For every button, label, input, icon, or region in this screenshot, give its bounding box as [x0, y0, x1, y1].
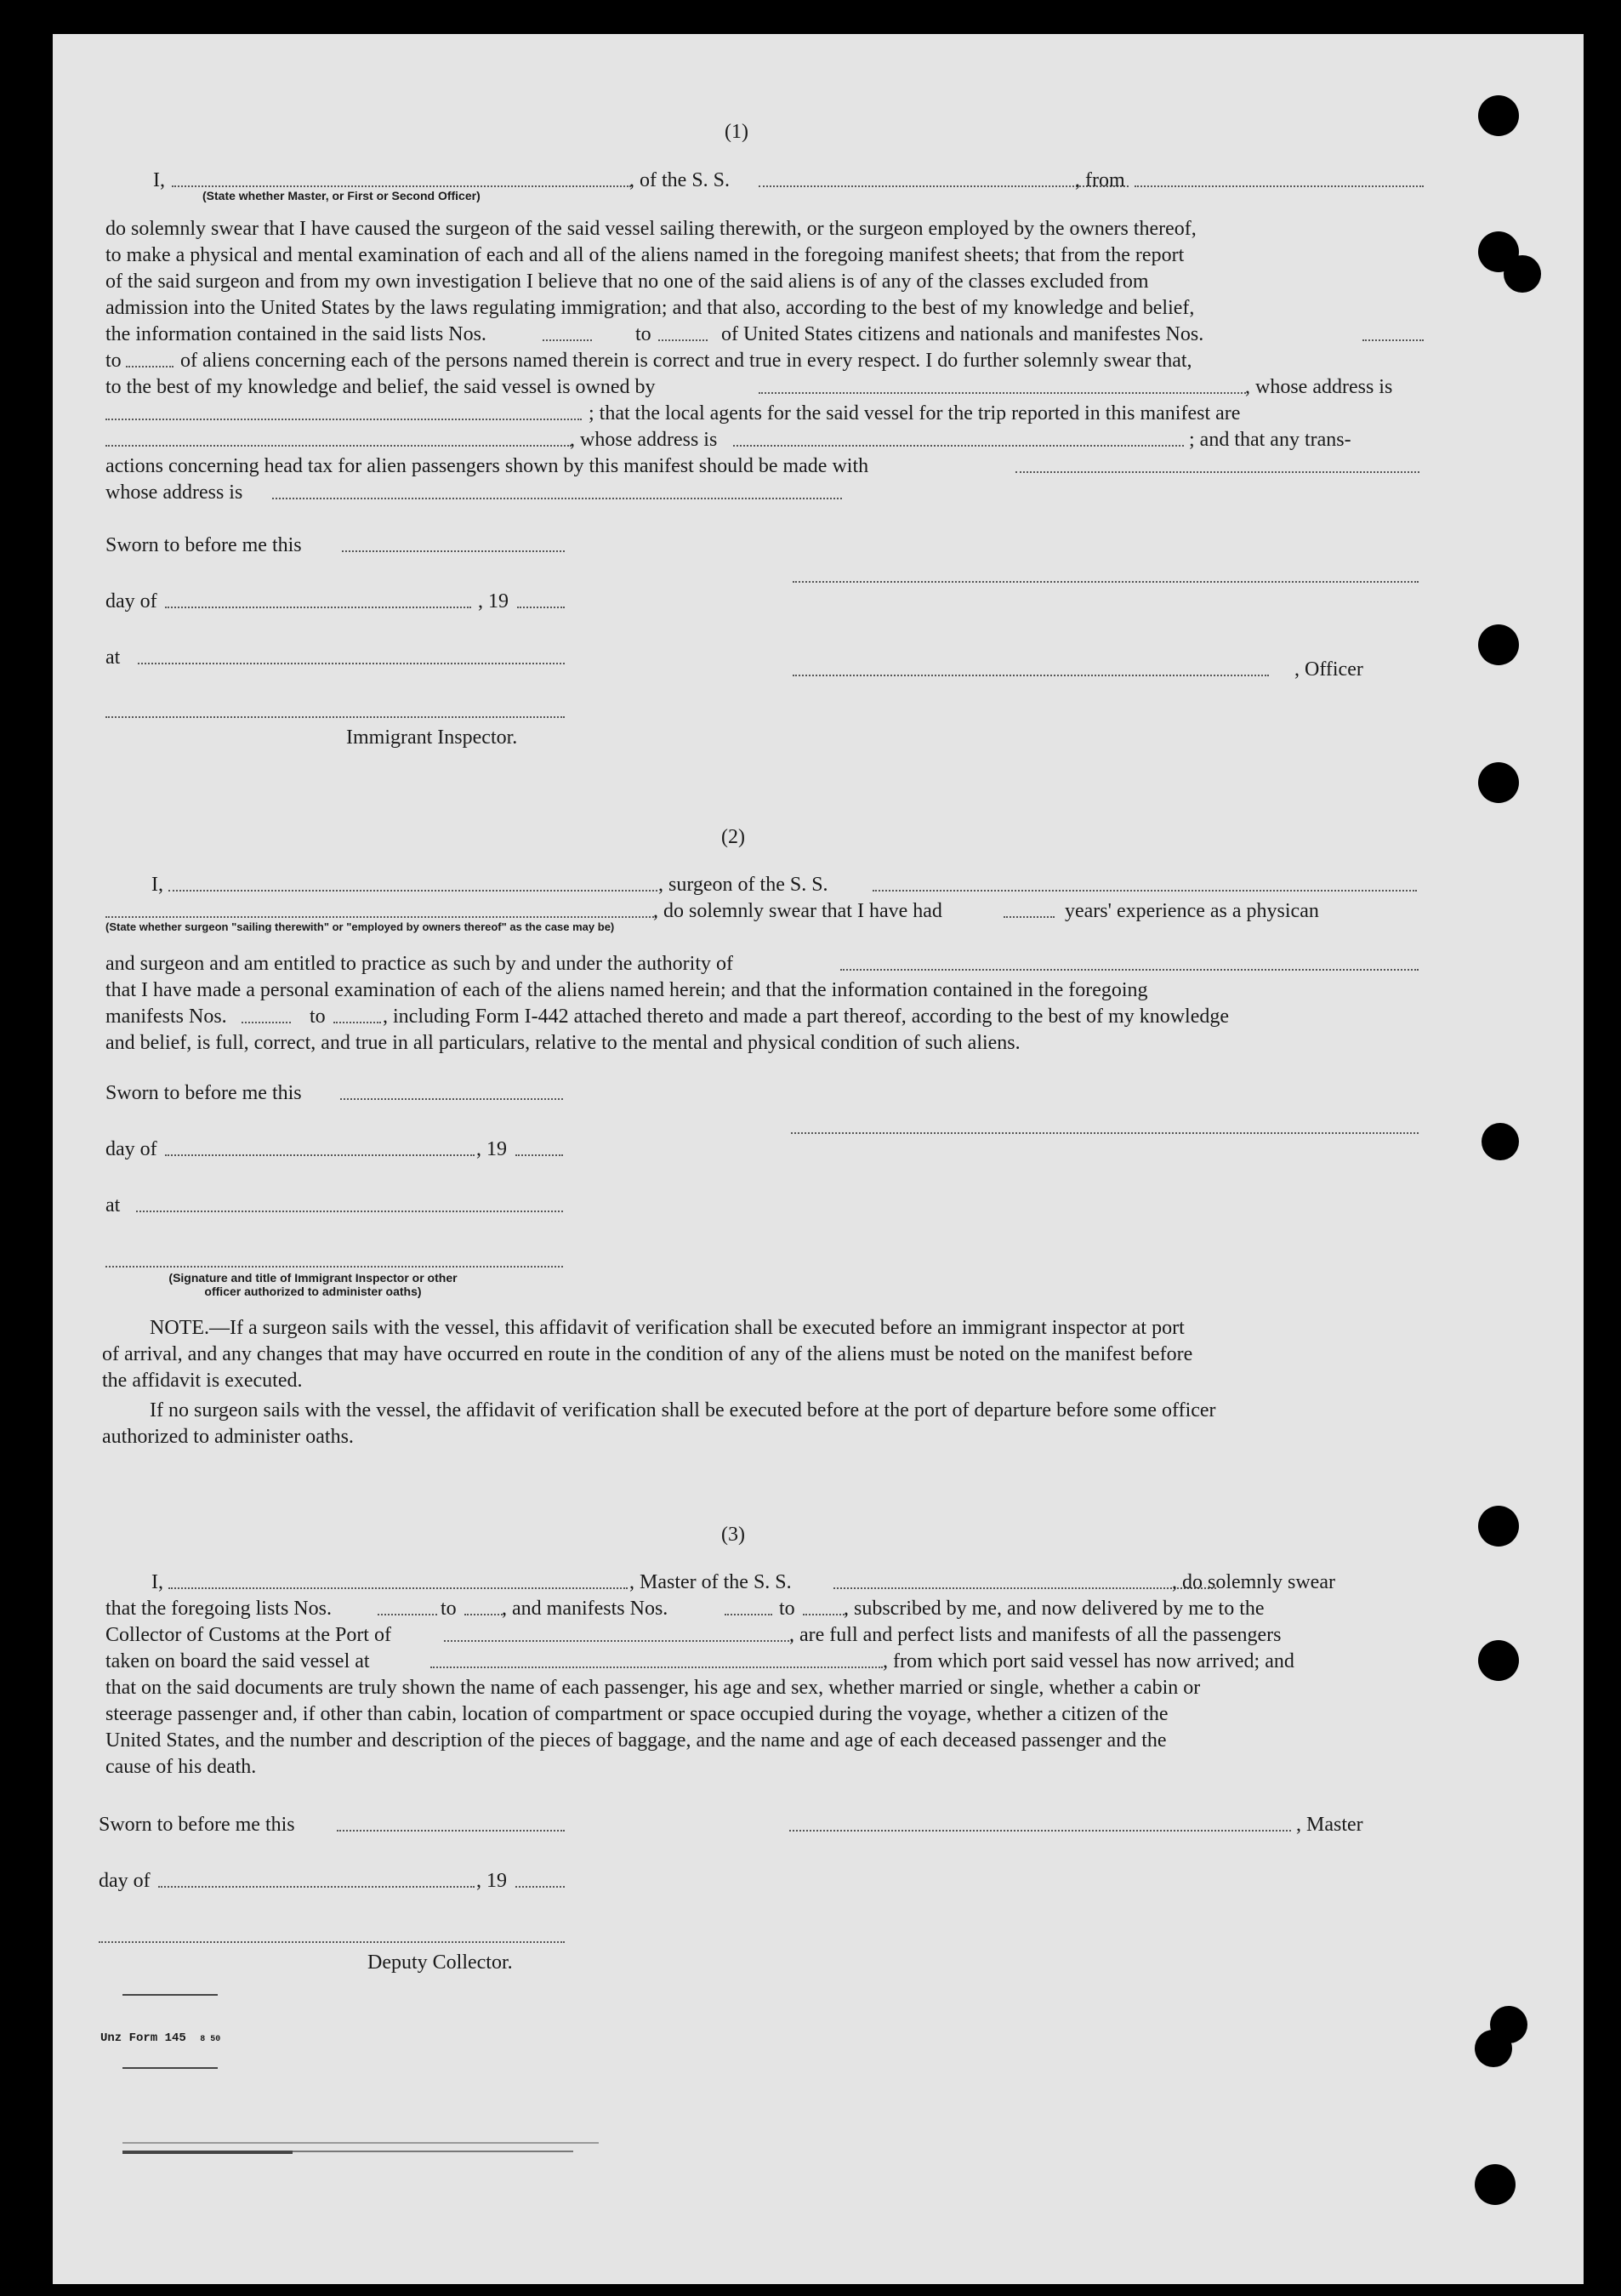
s2-belief-line: and belief, is full, correct, and true in all particulars, relative to the mental and physical condition of such aliens. [105, 1032, 1021, 1054]
s1-agents-label: ; that the local agents for the said vessel for the trip reported in this manifest are [589, 402, 1241, 424]
s1-officer-label: , Officer [1294, 658, 1363, 681]
s3-lists-label: that the foregoing lists Nos. [105, 1598, 332, 1620]
s2-vessel-field[interactable] [873, 890, 1417, 892]
s3-manifests-to-label: to [779, 1598, 795, 1620]
binder-hole [1504, 255, 1541, 293]
note-line: NOTE.—If a surgeon sails with the vessel, this affidavit of verification shall be executed before an immigrant inspector at port [150, 1317, 1185, 1339]
s2-surgeon-caption: (State whether surgeon "sailing therewith" or "employed by owners thereof" as the case may be) [105, 920, 615, 933]
s2-signature-field[interactable] [791, 1132, 1419, 1134]
binder-hole [1478, 95, 1519, 136]
section-3-number: (3) [721, 1524, 745, 1546]
s2-day-field[interactable] [165, 1154, 475, 1156]
s3-line: that on the said documents are truly shown the name of each passenger, his age and sex, whether married or single, whether a cabin or [105, 1677, 1201, 1699]
footer-rule [122, 2151, 293, 2154]
s1-at-label: at [105, 647, 121, 669]
s2-year-field[interactable] [515, 1154, 563, 1156]
s1-inspector-label: Immigrant Inspector. [346, 726, 518, 749]
s2-surgeon-name-field[interactable] [168, 890, 657, 892]
s2-years-label: years' experience as a physican [1065, 900, 1319, 922]
s3-line: cause of his death. [105, 1756, 257, 1778]
s1-paragraph [105, 216, 1424, 322]
note-line: the affidavit is executed. [102, 1370, 303, 1392]
footer-rule [122, 2067, 218, 2069]
s3-swear-label: , do solemnly swear [1172, 1571, 1335, 1593]
s1-inspector-field[interactable] [105, 716, 565, 718]
footer-rule [122, 1994, 218, 1996]
s3-deputy-label: Deputy Collector. [367, 1951, 513, 1974]
s2-to-label: to [310, 1006, 326, 1028]
s2-note [102, 1315, 1420, 1450]
binder-hole [1478, 1506, 1519, 1547]
s1-owned-label: to the best of my knowledge and belief, the said vessel is owned by [105, 376, 656, 398]
s1-manifest-from-field[interactable] [1362, 339, 1424, 341]
s1-transactions-label: ; and that any trans- [1189, 429, 1351, 451]
s3-day-of-label: day of [99, 1870, 151, 1892]
s1-list-to-field[interactable] [658, 339, 708, 341]
s1-owner-address-label: , whose address is [1245, 376, 1393, 398]
binder-hole [1475, 2164, 1516, 2205]
s3-list-to-field[interactable] [464, 1614, 505, 1615]
s3-manifest-to-field[interactable] [803, 1614, 847, 1615]
s3-line: United States, and the number and description of the pieces of baggage, and the name and age of each deceased passenger and the [105, 1729, 1167, 1752]
s3-list-from-field[interactable] [378, 1614, 437, 1615]
footer-rule [122, 2142, 599, 2144]
s1-lists-label: the information contained in the said lists Nos. [105, 323, 486, 345]
s1-lists-citizens-label: of United States citizens and nationals and manifestes Nos. [721, 323, 1204, 345]
section-2-number: (2) [721, 826, 745, 848]
s1-aliens-label: of aliens concerning each of the persons named therein is correct and true in every respect. I do further solemnly swear that, [180, 350, 1192, 372]
s1-lists-to-label: to [635, 323, 651, 345]
s2-sworn-label: Sworn to before me this [105, 1082, 302, 1104]
binder-hole [1478, 624, 1519, 665]
s1-head-tax-label: actions concerning head tax for alien passengers shown by this manifest should be made with [105, 455, 869, 477]
s3-sworn-field[interactable] [337, 1830, 565, 1832]
s1-agent-address-label: , whose address is [570, 429, 718, 451]
s1-sworn-label: Sworn to before me this [105, 534, 302, 556]
s3-boarded-at-field[interactable] [430, 1666, 883, 1668]
s2-signature-caption-line: officer authorized to administer oaths) [204, 1285, 422, 1298]
s3-vessel-field[interactable] [833, 1587, 1216, 1589]
s1-officer-caption: (State whether Master, or First or Second Officer) [202, 189, 481, 202]
s3-master-label: , Master of the S. S. [629, 1571, 792, 1593]
s3-boarded-label: taken on board the said vessel at [105, 1650, 370, 1672]
s2-sworn-field[interactable] [340, 1098, 563, 1100]
s1-day-of-label: day of [105, 590, 157, 612]
s1-owner-field[interactable] [759, 392, 1246, 394]
s3-manifests-label: , and manifests Nos. [502, 1598, 668, 1620]
s1-from-label: , from [1075, 169, 1125, 191]
s3-i-label: I, [151, 1571, 163, 1593]
s2-inspector-signature-field[interactable] [105, 1266, 563, 1268]
s3-deputy-field[interactable] [99, 1941, 565, 1943]
s2-i-label: I, [151, 874, 163, 896]
s2-signature-caption-line: (Signature and title of Immigrant Inspector or other [168, 1271, 458, 1285]
s1-day-field[interactable] [165, 607, 471, 608]
s1-line: admission into the United States by the laws regulating immigration; and that also, according to the best of my knowledge and belief, [105, 297, 1195, 319]
s3-year-field[interactable] [515, 1886, 565, 1888]
s3-port-field[interactable] [444, 1640, 793, 1642]
s2-swear-label: , do solemnly swear that I have had [653, 900, 942, 922]
s3-master-sig-label: , Master [1296, 1814, 1363, 1836]
s2-examination-line: that I have made a personal examination of each of the aliens named herein; and that the information contained in the foregoing [105, 979, 1148, 1001]
s1-year-label: , 19 [478, 590, 509, 612]
s2-manifest-to-field[interactable] [333, 1022, 381, 1023]
form-date: 8 50 [200, 2035, 221, 2044]
note-line: authorized to administer oaths. [102, 1426, 354, 1448]
s1-head-tax-field[interactable] [1015, 471, 1419, 473]
s3-master-signature-field[interactable] [789, 1830, 1291, 1832]
s3-arrived-label: , from which port said vessel has now arrived; and [883, 1650, 1294, 1672]
s1-agent-address-field[interactable] [733, 445, 1184, 447]
note-line: If no surgeon sails with the vessel, the affidavit of verification shall be executed before at the port of departure before some officer [150, 1399, 1216, 1421]
form-sheet [53, 34, 1584, 2284]
binder-hole [1478, 762, 1519, 803]
s1-whose-address-label: whose address is [105, 481, 243, 504]
s3-sworn-label: Sworn to before me this [99, 1814, 295, 1836]
s1-manifest-to-field[interactable] [126, 366, 173, 367]
s1-line: to make a physical and mental examination of each and all of the aliens named in the foregoing manifest sheets; that from the report [105, 244, 1185, 266]
s3-subscribed-label: , subscribed by me, and now delivered by me to the [844, 1598, 1265, 1620]
s2-at-field[interactable] [136, 1211, 563, 1212]
s1-list-from-field[interactable] [543, 339, 592, 341]
s1-vessel-field[interactable] [759, 185, 1129, 187]
s1-owner-address-field[interactable] [105, 419, 582, 420]
s2-day-of-label: day of [105, 1138, 157, 1160]
s2-years-field[interactable] [1004, 916, 1055, 918]
s2-at-label: at [105, 1194, 121, 1216]
s3-line: steerage passenger and, if other than cabin, location of compartment or space occupied during the voyage, whether a citizen of the [105, 1703, 1169, 1725]
s1-of-ss-label: , of the S. S. [629, 169, 731, 191]
binder-hole [1478, 1640, 1519, 1681]
footer-rule [293, 2151, 573, 2152]
s1-officer-name-field[interactable] [172, 185, 631, 187]
binder-hole [1482, 1123, 1519, 1160]
s3-year-label: , 19 [476, 1870, 507, 1892]
section-1-number: (1) [725, 121, 748, 143]
s3-paragraph [105, 1675, 1419, 1780]
s1-i-label: I, [153, 169, 165, 191]
s2-signature-caption [105, 1271, 520, 1298]
form-number: Unz Form 145 [100, 2031, 186, 2045]
s3-port-label: Collector of Customs at the Port of [105, 1624, 391, 1646]
s1-signature-field[interactable] [793, 581, 1419, 583]
note-line: of arrival, and any changes that may have occurred en route in the condition of any of the aliens must be noted on the manifest before [102, 1343, 1193, 1365]
s1-line: do solemnly swear that I have caused the surgeon of the said vessel sailing therewith, or the surgeon employed by the owners thereof, [105, 218, 1197, 240]
s1-agents-field[interactable] [105, 445, 572, 447]
s3-master-name-field[interactable] [168, 1587, 628, 1589]
s2-manifests-label: manifests Nos. [105, 1006, 227, 1028]
s1-year-field[interactable] [517, 607, 565, 608]
s1-at-field[interactable] [138, 663, 565, 664]
s2-authority-field[interactable] [840, 969, 1419, 971]
s1-head-tax-address-field[interactable] [272, 498, 842, 499]
s3-perfect-lists-label: , are full and perfect lists and manifests of all the passengers [789, 1624, 1282, 1646]
s2-surgeon-label: , surgeon of the S. S. [658, 874, 828, 896]
footer-form-label [100, 2031, 220, 2047]
s1-line: of the said surgeon and from my own investigation I believe that no one of the said aliens is of any of the classes excluded from [105, 271, 1149, 293]
s1-sworn-field[interactable] [342, 550, 565, 552]
s1-to-label: to [105, 350, 122, 372]
s1-officer-signature-field[interactable] [793, 675, 1269, 676]
s2-form-line: , including Form I-442 attached thereto and made a part thereof, according to the best of my knowledge [383, 1006, 1230, 1028]
binder-hole [1475, 2030, 1512, 2067]
s3-day-field[interactable] [158, 1886, 475, 1888]
s2-year-label: , 19 [476, 1138, 507, 1160]
s2-manifest-from-field[interactable] [242, 1022, 291, 1023]
s3-lists-to-label: to [441, 1598, 457, 1620]
s2-authority-label: and surgeon and am entitled to practice as such by and under the authority of [105, 953, 733, 975]
s2-surgeon-type-field[interactable] [105, 916, 657, 918]
s1-from-field[interactable] [1135, 185, 1424, 187]
s3-manifest-from-field[interactable] [725, 1614, 772, 1615]
